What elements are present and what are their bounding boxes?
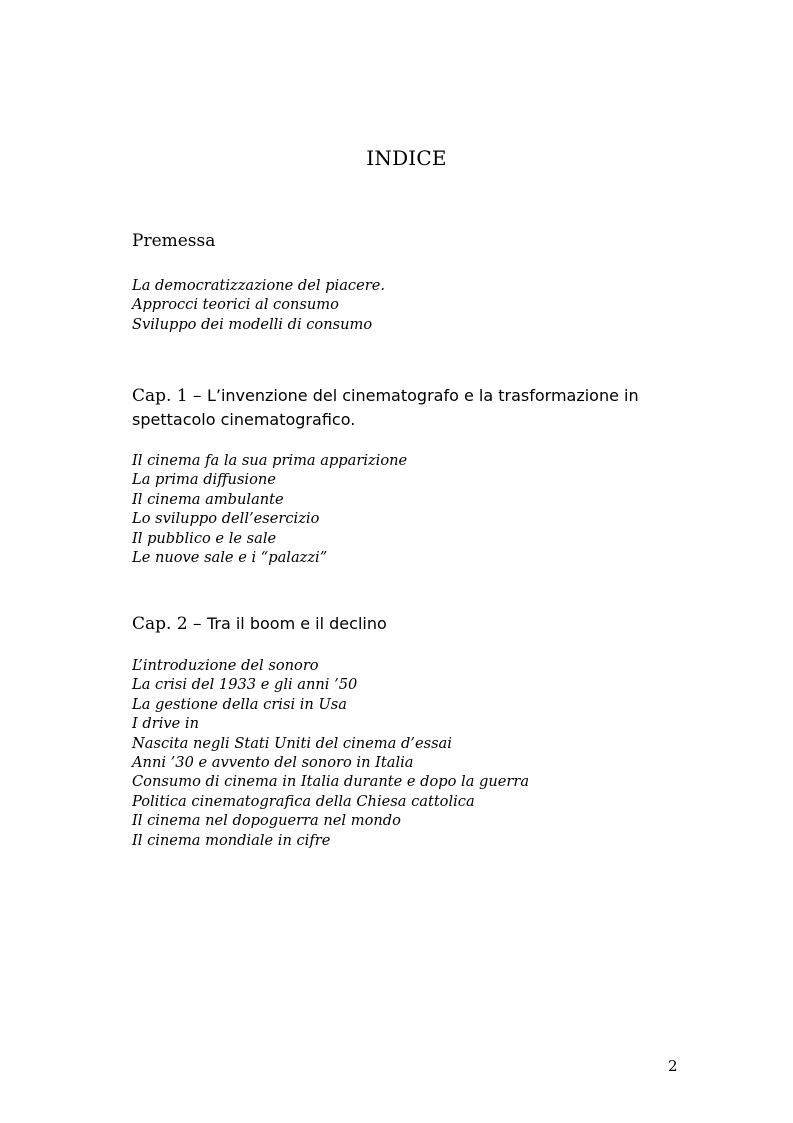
list-item: Approcci teorici al consumo [132,296,339,314]
list-item: I drive in [132,715,199,733]
section-heading-rest: Tra il boom e il declino [206,614,387,633]
list-item: Il cinema fa la sua prima apparizione [132,452,408,469]
section-item-list [132,276,692,334]
section-heading-lead: Cap. 1 – [132,386,207,406]
list-item: La prima diffusione [132,471,276,489]
page-title: INDICE [366,146,447,170]
list-item: Il cinema nel dopoguerra nel mondo [132,812,401,830]
list-item: Il cinema mondiale in cifre [132,831,331,849]
list-item: Il pubblico e le sale [132,529,277,547]
section-cap-1 [132,384,692,567]
section-heading [132,384,692,432]
list-item: Nascita negli Stati Uniti del cinema d’essai [132,734,452,752]
list-item: Anni ’30 e avvento del sonoro in Italia [132,754,414,772]
list-item: Il cinema ambulante [132,490,284,508]
list-item: Consumo di cinema in Italia durante e dopo la guerra [132,773,530,791]
list-item: La crisi del 1933 e gli anni ’50 [132,676,358,694]
section-cap-2 [132,612,692,850]
section-heading-rest: L’invenzione del cinematografo e la trasformazione in spettacolo cinematografico. [132,386,639,429]
list-item: Lo sviluppo dell’esercizio [132,510,320,528]
list-item: La democratizzazione del piacere. [132,277,385,294]
section-item-list [132,451,692,567]
list-item: La gestione della crisi in Usa [132,695,347,713]
section-heading-lead: Cap. 2 – [132,614,207,634]
section-premessa [132,229,692,334]
list-item: Politica cinematografica della Chiesa cattolica [132,792,475,810]
page-number: 2 [668,1057,678,1075]
section-heading [132,612,692,636]
section-heading [132,229,692,253]
section-item-list [132,656,692,850]
list-item: Sviluppo dei modelli di consumo [132,315,373,333]
list-item: Le nuove sale e i “palazzi” [132,549,328,567]
section-heading-lead: Premessa [132,231,216,251]
list-item: L’introduzione del sonoro [132,657,319,674]
